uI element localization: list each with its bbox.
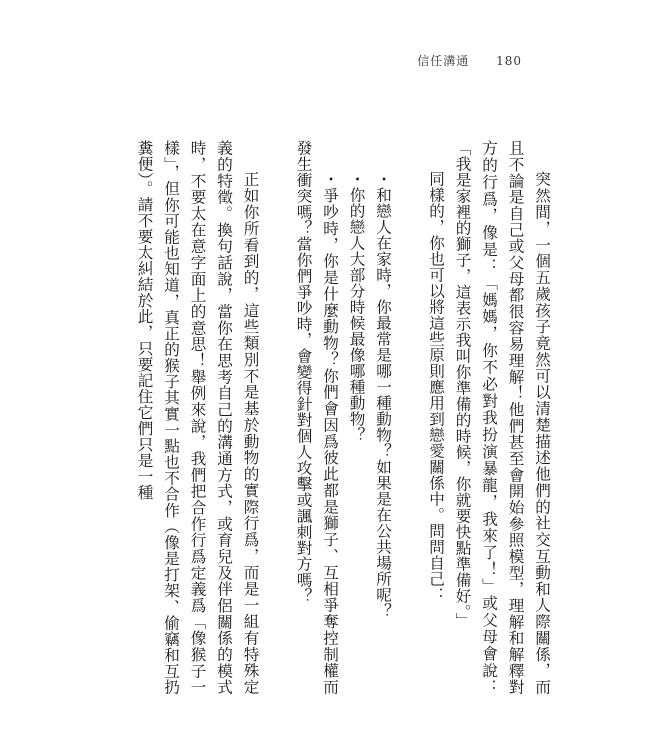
list-item-1: ・和戀人在家時，你最常是哪一種動物？如果是在公共場所呢？: [374, 171, 392, 620]
paragraph-2: 同樣的，你也可以將這些原則應用到戀愛關係中。問問自己：: [427, 171, 445, 604]
page-number: 180: [496, 54, 522, 68]
body-text: [135, 140, 555, 695]
paragraph-3: 正如你所看到的，這些類別不是基於動物的實際行爲，而是一組有特殊定義的特徵。換句話說，當你在思考自己的溝通方式，或育兒及伴侶關係的模式時，不要太在意字面上的意思！舉例來說，我們把合作行爲定義爲「像猴子一樣」，但你可能也知道，真正的猴子其實一點也不合作（像是打架、偷竊和互扔糞便）。請不要太糾結於此，只要記住它們只是一種: [135, 140, 260, 695]
list-item-2: ・你的戀人大部分時候最像哪種動物？: [347, 171, 366, 444]
list-item-3: ・爭吵時，你是什麼動物？你們會因爲彼此都是獅子、互相爭奪控制權而發生衝突嗎？當你們爭吵時，會變得針對個人攻擊或諷刺對方嗎？: [294, 140, 339, 695]
chapter-title: 信任溝通: [417, 54, 470, 68]
paragraph-1: 突然間，一個五歲孩子竟然可以清楚描述他們的社交互動和人際關係，而且不論是自己或父母都很容易理解！他們甚至會開始參照模型，理解和解釋對方的行爲，像是：「媽媽，你不必對我扮演暴龍，我來了！」或父母會說：「我是家裡的獅子，這表示我叫你準備的時候，你就要快點準備好。」: [453, 140, 551, 695]
running-head: [417, 52, 522, 69]
